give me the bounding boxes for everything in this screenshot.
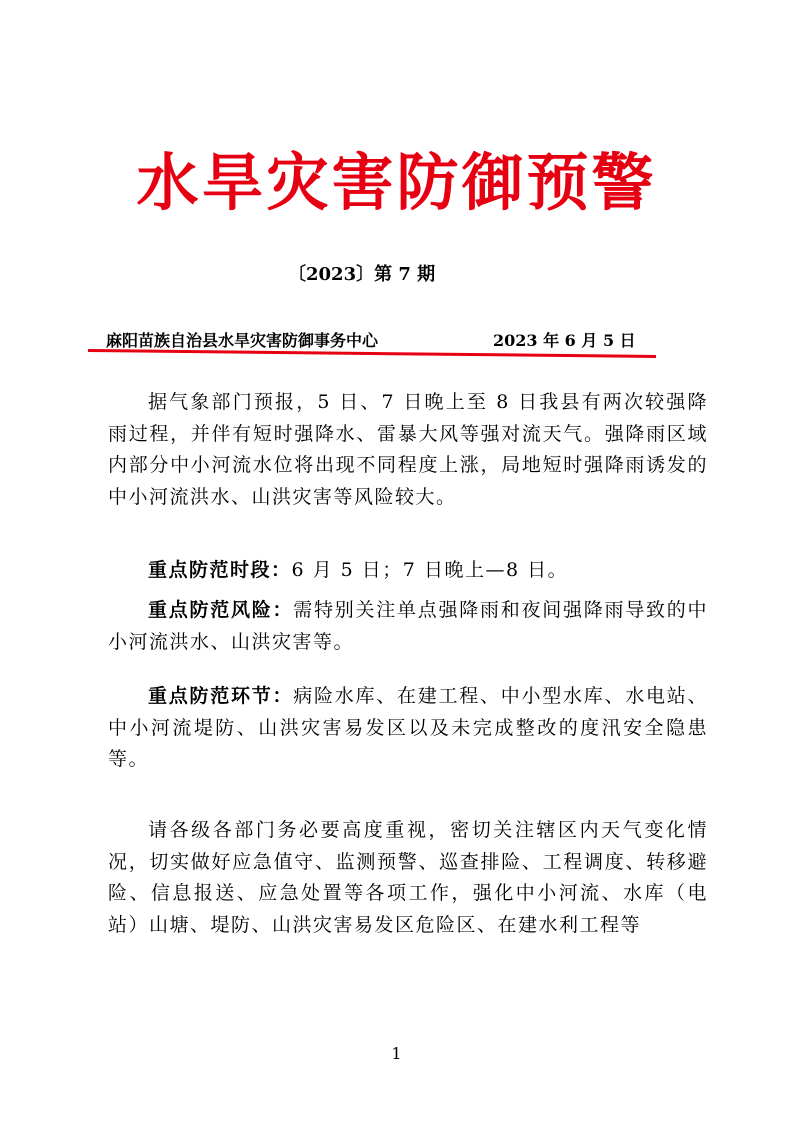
key-period-text: 6 月 5 日；7 日晚上—8 日。 [291, 559, 569, 581]
warning-title: 水旱灾害防御预警 [136, 146, 657, 219]
key-risk-text: 需特别关注单点强降雨和夜间强降雨导致的中小河流洪水、山洪灾害等。 [108, 599, 708, 653]
page-number: 1 [391, 1044, 402, 1063]
key-risk-label: 重点防范风险： [148, 599, 294, 621]
forecast-paragraph: 据气象部门预报，5 日、7 日晚上至 8 日我县有两次较强降雨过程，并伴有短时强降水、雷暴大风等强对流天气。强降雨区域内部分中小河流水位将出现不同程度上涨，局地短时强降雨诱发的中小河流洪水、山洪灾害等风险较大。 [108, 391, 708, 508]
key-link-label: 重点防范环节： [148, 685, 294, 707]
key-risk-paragraph [108, 595, 708, 658]
key-period-label: 重点防范时段： [148, 559, 292, 581]
issue-number: 〔2023〕第 7 期 [288, 264, 436, 285]
request-paragraph: 请各级各部门务必要高度重视，密切关注辖区内天气变化情况，切实做好应急值守、监测预警、巡查排险、工程调度、转移避险、信息报送、应急处置等各项工作，强化中小河流、水库（电站）山塘、堤防、山洪灾害易发区危险区、在建水利工程等 [108, 819, 708, 936]
issue-date: 2023 年 6 月 5 日 [493, 331, 636, 350]
issuing-agency: 麻阳苗族自治县水旱灾害防御事务中心 [106, 331, 379, 350]
key-link-paragraph [108, 681, 708, 776]
key-period-paragraph [108, 555, 708, 587]
key-link-text: 病险水库、在建工程、中小型水库、水电站、中小河流堤防、山洪灾害易发区以及未完成整改的度汛安全隐患等。 [108, 685, 708, 770]
